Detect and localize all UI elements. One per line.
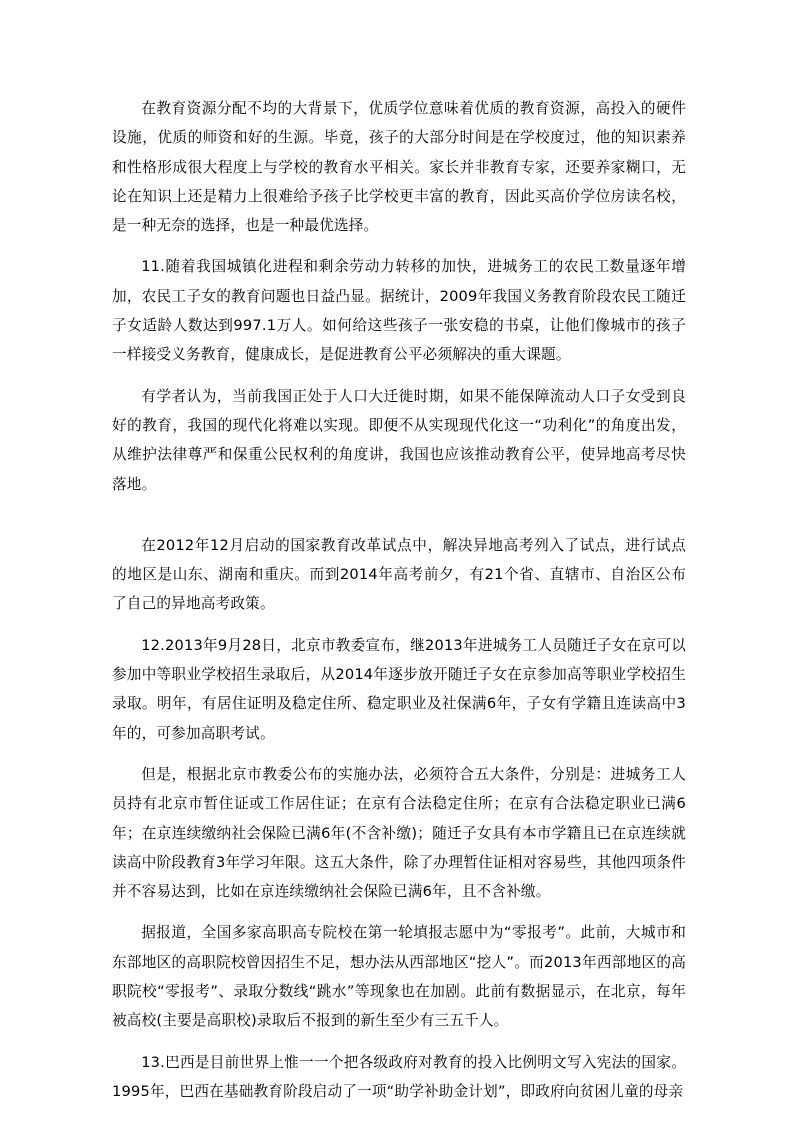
paragraph-3: 有学者认为，当前我国正处于人口大迁徙时期，如果不能保障流动人口子女受到良好的教育，我国的现代化将难以实现。即便不从实现现代化这一“功利化”的角度出发，从维护法律尊严和保重公民权利的角度讲，我国也应该推动教育公平，使异地高考尽快落地。 bbox=[112, 387, 686, 493]
paragraph-7: 据报道，全国多家高职高专院校在第一轮填报志愿中为“零报考”。此前，大城市和东部地区的高职院校曾因招生不足，想办法从西部地区“挖人”。而2013年西部地区的高职院校“零报考”、录取分数线“跳水”等现象也在加剧。此前有数据显示，在北京，每年被高校(主要是高职校)录取后不报到的新生至少有三五千人。 bbox=[112, 924, 686, 1030]
paragraph-6: 但是，根据北京市教委公布的实施办法，必须符合五大条件，分别是：进城务工人员持有北京市暂住证或工作居住证；在京有合法稳定住所；在京有合法稳定职业已满6年；在京连续缴纳社会保险已满6年(不含补缴)；随迁子女具有本市学籍且已在京连续就读高中阶段教育3年学习年限。这五大条件，除了办理暂住证相对容易些，其他四项条件并不容易达到，比如在京连续缴纳社会保险已满6年，且不含补缴。 bbox=[112, 765, 686, 901]
paragraph-4: 在2012年12月启动的国家教育改革试点中，解决异地高考列入了试点，进行试点的地区是山东、湖南和重庆。而到2014年高考前夕，有21个省、直辖市、自治区公布了自己的异地高考政策。 bbox=[112, 536, 686, 613]
paragraph-2: 11.随着我国城镇化进程和剩余劳动力转移的加快，进城务工的农民工数量逐年增加，农民工子女的教育问题也日益凸显。据统计，2009年我国义务教育阶段农民工随迁子女适龄人数达到997.1万人。如何给这些孩子一张安稳的书桌，让他们像城市的孩子一样接受义务教育，健康成长，是促进教育公平必须解决的重大课题。 bbox=[112, 258, 686, 364]
paragraph-1: 在教育资源分配不均的大背景下，优质学位意味着优质的教育资源，高投入的硬件设施，优质的师资和好的生源。毕竟，孩子的大部分时间是在学校度过，他的知识素养和性格形成很大程度上与学校的教育水平相关。家长并非教育专家，还要养家糊口，无论在知识上还是精力上很难给予孩子比学校更丰富的教育，因此买高价学位房读名校，是一种无奈的选择，也是一种最优选择。 bbox=[112, 100, 686, 235]
paragraph-8: 13.巴西是目前世界上惟一一个把各级政府对教育的投入比例明文写入宪法的国家。1995年，巴西在基础教育阶段启动了一项“助学补助金计划”，即政府向贫困儿童的母亲 bbox=[112, 1053, 686, 1100]
paragraph-5: 12.2013年9月28日，北京市教委宣布，继2013年进城务工人员随迁子女在京可以参加中等职业学校招生录取后，从2014年逐步放开随迁子女在京参加高等职业学校招生录取。明年，有居住证明及稳定住所、稳定职业及社保满6年，子女有学籍且连读高中3年的，可参加高职考试。 bbox=[112, 636, 686, 742]
document-body bbox=[112, 94, 686, 1106]
